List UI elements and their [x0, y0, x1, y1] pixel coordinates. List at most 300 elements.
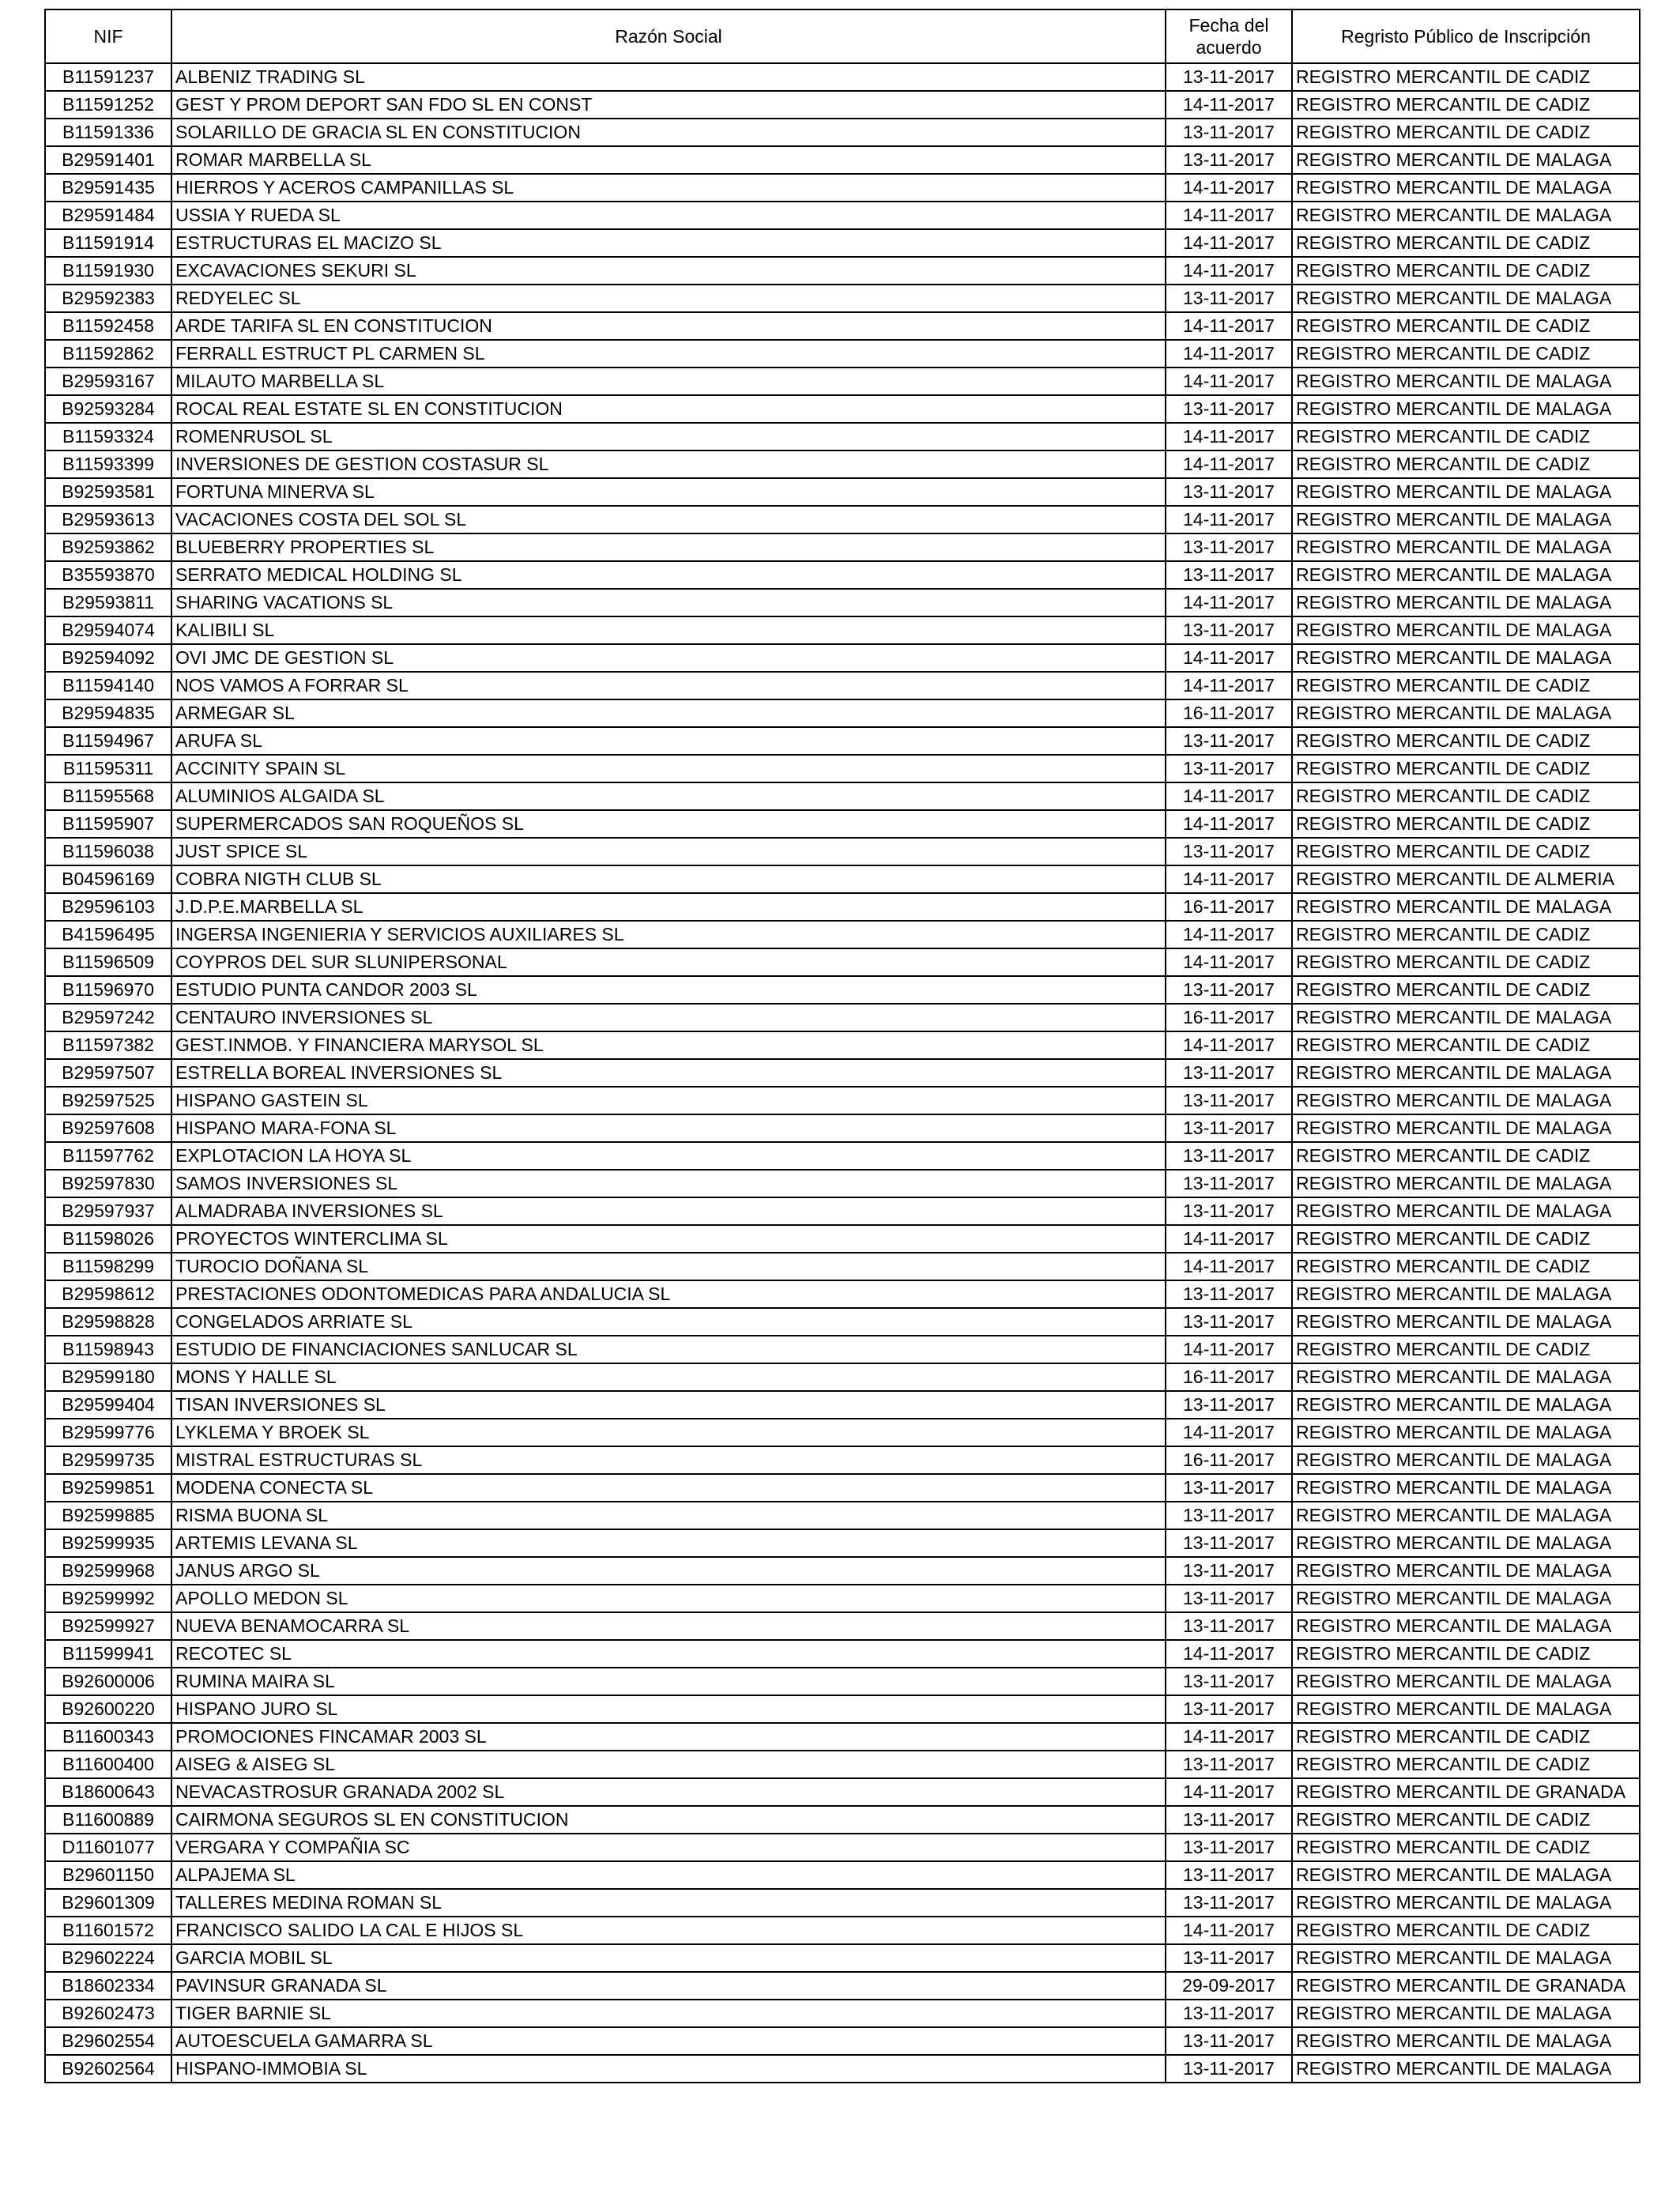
- cell-registro: REGISTRO MERCANTIL DE CADIZ: [1292, 976, 1640, 1004]
- table-row: [45, 1889, 1640, 1917]
- table-row: [45, 616, 1640, 644]
- cell-registro: REGISTRO MERCANTIL DE GRANADA: [1292, 1972, 1640, 2000]
- cell-nif: B04596169: [45, 865, 171, 893]
- cell-registro: REGISTRO MERCANTIL DE MALAGA: [1292, 1861, 1640, 1889]
- cell-registro: REGISTRO MERCANTIL DE CADIZ: [1292, 1253, 1640, 1280]
- table-row: [45, 285, 1640, 312]
- cell-registro: REGISTRO MERCANTIL DE MALAGA: [1292, 1419, 1640, 1446]
- cell-fecha: 14-11-2017: [1166, 506, 1292, 533]
- cell-razon-social: PAVINSUR GRANADA SL: [171, 1972, 1166, 2000]
- cell-nif: B29601309: [45, 1889, 171, 1917]
- cell-fecha: 16-11-2017: [1166, 699, 1292, 727]
- cell-razon-social: VACACIONES COSTA DEL SOL SL: [171, 506, 1166, 533]
- cell-registro: REGISTRO MERCANTIL DE CADIZ: [1292, 1142, 1640, 1170]
- cell-razon-social: ESTRUCTURAS EL MACIZO SL: [171, 229, 1166, 257]
- cell-registro: REGISTRO MERCANTIL DE CADIZ: [1292, 91, 1640, 119]
- table-row: [45, 423, 1640, 450]
- cell-registro: REGISTRO MERCANTIL DE CADIZ: [1292, 1031, 1640, 1059]
- cell-fecha: 14-11-2017: [1166, 672, 1292, 699]
- cell-fecha: 14-11-2017: [1166, 1917, 1292, 1944]
- table-row: [45, 1557, 1640, 1585]
- cell-nif: B11591914: [45, 229, 171, 257]
- cell-registro: REGISTRO MERCANTIL DE MALAGA: [1292, 1529, 1640, 1557]
- table-row: [45, 1612, 1640, 1640]
- cell-nif: B11593324: [45, 423, 171, 450]
- cell-razon-social: GEST.INMOB. Y FINANCIERA MARYSOL SL: [171, 1031, 1166, 1059]
- table-row: [45, 755, 1640, 782]
- cell-razon-social: AUTOESCUELA GAMARRA SL: [171, 2027, 1166, 2055]
- table-row: [45, 893, 1640, 921]
- cell-registro: REGISTRO MERCANTIL DE CADIZ: [1292, 119, 1640, 146]
- table-row: [45, 533, 1640, 561]
- cell-nif: B11592862: [45, 340, 171, 368]
- cell-registro: REGISTRO MERCANTIL DE CADIZ: [1292, 63, 1640, 91]
- cell-nif: B29591435: [45, 174, 171, 202]
- cell-fecha: 13-11-2017: [1166, 2000, 1292, 2027]
- cell-fecha: 16-11-2017: [1166, 1363, 1292, 1391]
- cell-fecha: 14-11-2017: [1166, 810, 1292, 838]
- cell-razon-social: TALLERES MEDINA ROMAN SL: [171, 1889, 1166, 1917]
- table-row: [45, 1806, 1640, 1834]
- cell-fecha: 14-11-2017: [1166, 589, 1292, 616]
- cell-registro: REGISTRO MERCANTIL DE MALAGA: [1292, 1391, 1640, 1419]
- cell-nif: B92597830: [45, 1170, 171, 1197]
- table-row: [45, 948, 1640, 976]
- cell-registro: REGISTRO MERCANTIL DE CADIZ: [1292, 672, 1640, 699]
- table-row: [45, 1695, 1640, 1723]
- cell-nif: B92602564: [45, 2055, 171, 2083]
- cell-fecha: 13-11-2017: [1166, 727, 1292, 755]
- cell-fecha: 14-11-2017: [1166, 1336, 1292, 1363]
- cell-fecha: 13-11-2017: [1166, 1529, 1292, 1557]
- cell-registro: REGISTRO MERCANTIL DE MALAGA: [1292, 893, 1640, 921]
- cell-fecha: 13-11-2017: [1166, 1861, 1292, 1889]
- table-row: [45, 1059, 1640, 1087]
- cell-nif: B29599776: [45, 1419, 171, 1446]
- cell-nif: B92599992: [45, 1585, 171, 1612]
- cell-registro: REGISTRO MERCANTIL DE MALAGA: [1292, 368, 1640, 395]
- cell-nif: B29602554: [45, 2027, 171, 2055]
- cell-razon-social: ALUMINIOS ALGAIDA SL: [171, 782, 1166, 810]
- cell-fecha: 13-11-2017: [1166, 1280, 1292, 1308]
- cell-razon-social: ALPAJEMA SL: [171, 1861, 1166, 1889]
- cell-registro: REGISTRO MERCANTIL DE MALAGA: [1292, 1087, 1640, 1114]
- cell-razon-social: ROCAL REAL ESTATE SL EN CONSTITUCION: [171, 395, 1166, 423]
- cell-nif: B11600400: [45, 1751, 171, 1778]
- cell-nif: B92593862: [45, 533, 171, 561]
- cell-registro: REGISTRO MERCANTIL DE MALAGA: [1292, 1446, 1640, 1474]
- cell-fecha: 14-11-2017: [1166, 202, 1292, 229]
- cell-nif: B35593870: [45, 561, 171, 589]
- cell-fecha: 14-11-2017: [1166, 1031, 1292, 1059]
- cell-fecha: 13-11-2017: [1166, 1612, 1292, 1640]
- cell-razon-social: COYPROS DEL SUR SLUNIPERSONAL: [171, 948, 1166, 976]
- cell-registro: REGISTRO MERCANTIL DE MALAGA: [1292, 561, 1640, 589]
- table-row: [45, 1668, 1640, 1695]
- cell-registro: REGISTRO MERCANTIL DE MALAGA: [1292, 644, 1640, 672]
- cell-registro: REGISTRO MERCANTIL DE CADIZ: [1292, 782, 1640, 810]
- cell-razon-social: CAIRMONA SEGUROS SL EN CONSTITUCION: [171, 1806, 1166, 1834]
- cell-nif: B29599180: [45, 1363, 171, 1391]
- table-row: [45, 1502, 1640, 1529]
- cell-razon-social: SAMOS INVERSIONES SL: [171, 1170, 1166, 1197]
- cell-razon-social: INGERSA INGENIERIA Y SERVICIOS AUXILIARES SL: [171, 921, 1166, 948]
- cell-registro: REGISTRO MERCANTIL DE CADIZ: [1292, 340, 1640, 368]
- cell-razon-social: OVI JMC DE GESTION SL: [171, 644, 1166, 672]
- cell-nif: B92599885: [45, 1502, 171, 1529]
- cell-razon-social: RECOTEC SL: [171, 1640, 1166, 1668]
- table-row: [45, 1834, 1640, 1861]
- table-row: [45, 478, 1640, 506]
- cell-registro: REGISTRO MERCANTIL DE MALAGA: [1292, 1557, 1640, 1585]
- header-registro: Regristo Público de Inscripción: [1292, 9, 1640, 63]
- cell-registro: REGISTRO MERCANTIL DE MALAGA: [1292, 2055, 1640, 2083]
- cell-nif: B29599735: [45, 1446, 171, 1474]
- cell-fecha: 13-11-2017: [1166, 395, 1292, 423]
- table-row: [45, 1391, 1640, 1419]
- cell-nif: B11600889: [45, 1806, 171, 1834]
- cell-nif: B29597937: [45, 1197, 171, 1225]
- cell-fecha: 13-11-2017: [1166, 755, 1292, 782]
- table-row: [45, 1585, 1640, 1612]
- cell-nif: B11598299: [45, 1253, 171, 1280]
- cell-nif: B11591930: [45, 257, 171, 285]
- cell-nif: B11596509: [45, 948, 171, 976]
- cell-fecha: 13-11-2017: [1166, 1197, 1292, 1225]
- cell-razon-social: FERRALL ESTRUCT PL CARMEN SL: [171, 340, 1166, 368]
- header-nif: NIF: [45, 9, 171, 63]
- cell-nif: B11599941: [45, 1640, 171, 1668]
- table-row: [45, 1723, 1640, 1751]
- cell-nif: B11596970: [45, 976, 171, 1004]
- cell-nif: B92597608: [45, 1114, 171, 1142]
- cell-razon-social: TUROCIO DOÑANA SL: [171, 1253, 1166, 1280]
- cell-fecha: 14-11-2017: [1166, 865, 1292, 893]
- cell-fecha: 16-11-2017: [1166, 1446, 1292, 1474]
- cell-registro: REGISTRO MERCANTIL DE MALAGA: [1292, 174, 1640, 202]
- cell-razon-social: ARUFA SL: [171, 727, 1166, 755]
- cell-nif: B29592383: [45, 285, 171, 312]
- cell-nif: B92594092: [45, 644, 171, 672]
- cell-registro: REGISTRO MERCANTIL DE MALAGA: [1292, 1170, 1640, 1197]
- cell-nif: B11591252: [45, 91, 171, 119]
- cell-nif: B29593167: [45, 368, 171, 395]
- cell-fecha: 13-11-2017: [1166, 1557, 1292, 1585]
- cell-razon-social: INVERSIONES DE GESTION COSTASUR SL: [171, 450, 1166, 478]
- cell-razon-social: MISTRAL ESTRUCTURAS SL: [171, 1446, 1166, 1474]
- cell-registro: REGISTRO MERCANTIL DE CADIZ: [1292, 727, 1640, 755]
- cell-fecha: 14-11-2017: [1166, 450, 1292, 478]
- table-row: [45, 1336, 1640, 1363]
- cell-registro: REGISTRO MERCANTIL DE ALMERIA: [1292, 865, 1640, 893]
- cell-fecha: 14-11-2017: [1166, 921, 1292, 948]
- table-row: [45, 1640, 1640, 1668]
- table-row: [45, 91, 1640, 119]
- cell-registro: REGISTRO MERCANTIL DE MALAGA: [1292, 1612, 1640, 1640]
- cell-fecha: 14-11-2017: [1166, 948, 1292, 976]
- cell-fecha: 14-11-2017: [1166, 644, 1292, 672]
- table-row: [45, 865, 1640, 893]
- cell-razon-social: HISPANO MARA-FONA SL: [171, 1114, 1166, 1142]
- cell-razon-social: TIGER BARNIE SL: [171, 2000, 1166, 2027]
- cell-razon-social: FRANCISCO SALIDO LA CAL E HIJOS SL: [171, 1917, 1166, 1944]
- cell-fecha: 13-11-2017: [1166, 1668, 1292, 1695]
- table-row: [45, 727, 1640, 755]
- cell-fecha: 14-11-2017: [1166, 1419, 1292, 1446]
- table-row: [45, 1170, 1640, 1197]
- cell-registro: REGISTRO MERCANTIL DE CADIZ: [1292, 1834, 1640, 1861]
- table-row: [45, 644, 1640, 672]
- cell-razon-social: PRESTACIONES ODONTOMEDICAS PARA ANDALUCIA SL: [171, 1280, 1166, 1308]
- cell-nif: B92593284: [45, 395, 171, 423]
- cell-nif: B11597382: [45, 1031, 171, 1059]
- table-row: [45, 699, 1640, 727]
- cell-nif: B92599927: [45, 1612, 171, 1640]
- cell-fecha: 13-11-2017: [1166, 1087, 1292, 1114]
- cell-fecha: 13-11-2017: [1166, 976, 1292, 1004]
- cell-registro: REGISTRO MERCANTIL DE MALAGA: [1292, 1197, 1640, 1225]
- cell-fecha: 13-11-2017: [1166, 533, 1292, 561]
- cell-registro: REGISTRO MERCANTIL DE MALAGA: [1292, 1695, 1640, 1723]
- cell-registro: REGISTRO MERCANTIL DE MALAGA: [1292, 2000, 1640, 2027]
- cell-nif: B92600006: [45, 1668, 171, 1695]
- cell-razon-social: LYKLEMA Y BROEK SL: [171, 1419, 1166, 1446]
- cell-nif: B29598828: [45, 1308, 171, 1336]
- cell-razon-social: J.D.P.E.MARBELLA SL: [171, 893, 1166, 921]
- cell-nif: B92599935: [45, 1529, 171, 1557]
- cell-razon-social: CONGELADOS ARRIATE SL: [171, 1308, 1166, 1336]
- cell-registro: REGISTRO MERCANTIL DE MALAGA: [1292, 506, 1640, 533]
- cell-nif: B11596038: [45, 838, 171, 865]
- cell-razon-social: ALBENIZ TRADING SL: [171, 63, 1166, 91]
- cell-fecha: 14-11-2017: [1166, 368, 1292, 395]
- table-row: [45, 1917, 1640, 1944]
- cell-razon-social: ESTRELLA BOREAL INVERSIONES SL: [171, 1059, 1166, 1087]
- cell-registro: REGISTRO MERCANTIL DE MALAGA: [1292, 1114, 1640, 1142]
- table-row: [45, 1861, 1640, 1889]
- cell-razon-social: HISPANO JURO SL: [171, 1695, 1166, 1723]
- cell-razon-social: ESTUDIO PUNTA CANDOR 2003 SL: [171, 976, 1166, 1004]
- cell-razon-social: CENTAURO INVERSIONES SL: [171, 1004, 1166, 1031]
- table-row: [45, 368, 1640, 395]
- cell-fecha: 14-11-2017: [1166, 1640, 1292, 1668]
- table-row: [45, 202, 1640, 229]
- cell-fecha: 13-11-2017: [1166, 1695, 1292, 1723]
- cell-nif: B29596103: [45, 893, 171, 921]
- cell-razon-social: VERGARA Y COMPAÑIA SC: [171, 1834, 1166, 1861]
- cell-fecha: 14-11-2017: [1166, 312, 1292, 340]
- cell-fecha: 13-11-2017: [1166, 561, 1292, 589]
- cell-registro: REGISTRO MERCANTIL DE MALAGA: [1292, 1502, 1640, 1529]
- cell-razon-social: KALIBILI SL: [171, 616, 1166, 644]
- cell-razon-social: MILAUTO MARBELLA SL: [171, 368, 1166, 395]
- cell-nif: B11595907: [45, 810, 171, 838]
- table-row: [45, 1972, 1640, 2000]
- cell-nif: B11597762: [45, 1142, 171, 1170]
- cell-fecha: 14-11-2017: [1166, 1225, 1292, 1253]
- cell-registro: REGISTRO MERCANTIL DE MALAGA: [1292, 616, 1640, 644]
- table-row: [45, 1197, 1640, 1225]
- cell-razon-social: FORTUNA MINERVA SL: [171, 478, 1166, 506]
- cell-nif: B92593581: [45, 478, 171, 506]
- cell-razon-social: MONS Y HALLE SL: [171, 1363, 1166, 1391]
- cell-fecha: 16-11-2017: [1166, 1004, 1292, 1031]
- cell-nif: B29594074: [45, 616, 171, 644]
- cell-nif: B29591484: [45, 202, 171, 229]
- cell-razon-social: TISAN INVERSIONES SL: [171, 1391, 1166, 1419]
- cell-fecha: 13-11-2017: [1166, 146, 1292, 174]
- cell-nif: B18602334: [45, 1972, 171, 2000]
- registry-table: [44, 9, 1640, 2083]
- cell-fecha: 14-11-2017: [1166, 1723, 1292, 1751]
- table-row: [45, 312, 1640, 340]
- cell-registro: REGISTRO MERCANTIL DE CADIZ: [1292, 312, 1640, 340]
- table-row: [45, 1751, 1640, 1778]
- cell-registro: REGISTRO MERCANTIL DE CADIZ: [1292, 450, 1640, 478]
- cell-registro: REGISTRO MERCANTIL DE MALAGA: [1292, 1308, 1640, 1336]
- table-row: [45, 146, 1640, 174]
- cell-razon-social: SERRATO MEDICAL HOLDING SL: [171, 561, 1166, 589]
- cell-razon-social: ROMAR MARBELLA SL: [171, 146, 1166, 174]
- cell-razon-social: REDYELEC SL: [171, 285, 1166, 312]
- table-row: [45, 1778, 1640, 1806]
- cell-razon-social: NOS VAMOS A FORRAR SL: [171, 672, 1166, 699]
- cell-registro: REGISTRO MERCANTIL DE MALAGA: [1292, 202, 1640, 229]
- cell-fecha: 13-11-2017: [1166, 119, 1292, 146]
- cell-nif: B29602224: [45, 1944, 171, 1972]
- cell-razon-social: NEVACASTROSUR GRANADA 2002 SL: [171, 1778, 1166, 1806]
- table-row: [45, 589, 1640, 616]
- cell-razon-social: ARDE TARIFA SL EN CONSTITUCION: [171, 312, 1166, 340]
- cell-registro: REGISTRO MERCANTIL DE CADIZ: [1292, 1336, 1640, 1363]
- cell-registro: REGISTRO MERCANTIL DE MALAGA: [1292, 1363, 1640, 1391]
- cell-registro: REGISTRO MERCANTIL DE MALAGA: [1292, 1585, 1640, 1612]
- table-row: [45, 810, 1640, 838]
- cell-fecha: 13-11-2017: [1166, 2027, 1292, 2055]
- table-row: [45, 2055, 1640, 2083]
- cell-fecha: 16-11-2017: [1166, 893, 1292, 921]
- header-razon-social: Razón Social: [171, 9, 1166, 63]
- cell-fecha: 14-11-2017: [1166, 423, 1292, 450]
- cell-fecha: 13-11-2017: [1166, 1889, 1292, 1917]
- cell-registro: REGISTRO MERCANTIL DE MALAGA: [1292, 2027, 1640, 2055]
- cell-registro: REGISTRO MERCANTIL DE MALAGA: [1292, 1944, 1640, 1972]
- cell-razon-social: RISMA BUONA SL: [171, 1502, 1166, 1529]
- cell-nif: B92599851: [45, 1474, 171, 1502]
- cell-nif: B11591237: [45, 63, 171, 91]
- header-row: [45, 9, 1640, 63]
- table-row: [45, 450, 1640, 478]
- cell-nif: B11595568: [45, 782, 171, 810]
- cell-registro: REGISTRO MERCANTIL DE CADIZ: [1292, 1917, 1640, 1944]
- cell-nif: B92597525: [45, 1087, 171, 1114]
- cell-registro: REGISTRO MERCANTIL DE MALAGA: [1292, 533, 1640, 561]
- cell-nif: D11601077: [45, 1834, 171, 1861]
- table-row: [45, 1446, 1640, 1474]
- cell-nif: B29601150: [45, 1861, 171, 1889]
- cell-fecha: 13-11-2017: [1166, 1059, 1292, 1087]
- table-row: [45, 1253, 1640, 1280]
- cell-razon-social: SOLARILLO DE GRACIA SL EN CONSTITUCION: [171, 119, 1166, 146]
- table-row: [45, 395, 1640, 423]
- table-row: [45, 257, 1640, 285]
- cell-registro: REGISTRO MERCANTIL DE MALAGA: [1292, 1474, 1640, 1502]
- cell-razon-social: EXPLOTACION LA HOYA SL: [171, 1142, 1166, 1170]
- cell-razon-social: ALMADRABA INVERSIONES SL: [171, 1197, 1166, 1225]
- cell-razon-social: JUST SPICE SL: [171, 838, 1166, 865]
- table-row: [45, 838, 1640, 865]
- cell-nif: B11594967: [45, 727, 171, 755]
- cell-registro: REGISTRO MERCANTIL DE CADIZ: [1292, 1640, 1640, 1668]
- cell-fecha: 14-11-2017: [1166, 1253, 1292, 1280]
- table-row: [45, 1308, 1640, 1336]
- cell-razon-social: ROMENRUSOL SL: [171, 423, 1166, 450]
- cell-fecha: 29-09-2017: [1166, 1972, 1292, 2000]
- cell-nif: B29598612: [45, 1280, 171, 1308]
- cell-registro: REGISTRO MERCANTIL DE MALAGA: [1292, 699, 1640, 727]
- cell-razon-social: BLUEBERRY PROPERTIES SL: [171, 533, 1166, 561]
- cell-razon-social: JANUS ARGO SL: [171, 1557, 1166, 1585]
- cell-fecha: 13-11-2017: [1166, 1834, 1292, 1861]
- cell-fecha: 14-11-2017: [1166, 91, 1292, 119]
- cell-razon-social: APOLLO MEDON SL: [171, 1585, 1166, 1612]
- cell-fecha: 13-11-2017: [1166, 838, 1292, 865]
- cell-registro: REGISTRO MERCANTIL DE CADIZ: [1292, 921, 1640, 948]
- table-row: [45, 561, 1640, 589]
- cell-fecha: 13-11-2017: [1166, 1502, 1292, 1529]
- cell-fecha: 13-11-2017: [1166, 1474, 1292, 1502]
- cell-nif: B92602473: [45, 2000, 171, 2027]
- cell-registro: REGISTRO MERCANTIL DE GRANADA: [1292, 1778, 1640, 1806]
- table-row: [45, 921, 1640, 948]
- cell-fecha: 13-11-2017: [1166, 1391, 1292, 1419]
- cell-registro: REGISTRO MERCANTIL DE MALAGA: [1292, 1889, 1640, 1917]
- cell-registro: REGISTRO MERCANTIL DE MALAGA: [1292, 1280, 1640, 1308]
- cell-nif: B29599404: [45, 1391, 171, 1419]
- table-row: [45, 2000, 1640, 2027]
- cell-nif: B11593399: [45, 450, 171, 478]
- cell-nif: B11594140: [45, 672, 171, 699]
- cell-nif: B41596495: [45, 921, 171, 948]
- cell-fecha: 13-11-2017: [1166, 478, 1292, 506]
- table-row: [45, 672, 1640, 699]
- table-row: [45, 782, 1640, 810]
- cell-razon-social: SUPERMERCADOS SAN ROQUEÑOS SL: [171, 810, 1166, 838]
- cell-razon-social: GARCIA MOBIL SL: [171, 1944, 1166, 1972]
- cell-fecha: 13-11-2017: [1166, 616, 1292, 644]
- cell-fecha: 13-11-2017: [1166, 1308, 1292, 1336]
- table-row: [45, 1087, 1640, 1114]
- cell-razon-social: HISPANO-IMMOBIA SL: [171, 2055, 1166, 2083]
- cell-razon-social: ESTUDIO DE FINANCIACIONES SANLUCAR SL: [171, 1336, 1166, 1363]
- cell-razon-social: GEST Y PROM DEPORT SAN FDO SL EN CONST: [171, 91, 1166, 119]
- cell-registro: REGISTRO MERCANTIL DE MALAGA: [1292, 478, 1640, 506]
- cell-fecha: 13-11-2017: [1166, 2055, 1292, 2083]
- table-row: [45, 1225, 1640, 1253]
- cell-registro: REGISTRO MERCANTIL DE CADIZ: [1292, 948, 1640, 976]
- cell-razon-social: NUEVA BENAMOCARRA SL: [171, 1612, 1166, 1640]
- cell-registro: REGISTRO MERCANTIL DE MALAGA: [1292, 1004, 1640, 1031]
- cell-razon-social: RUMINA MAIRA SL: [171, 1668, 1166, 1695]
- cell-registro: REGISTRO MERCANTIL DE CADIZ: [1292, 1806, 1640, 1834]
- cell-razon-social: PROMOCIONES FINCAMAR 2003 SL: [171, 1723, 1166, 1751]
- cell-registro: REGISTRO MERCANTIL DE CADIZ: [1292, 229, 1640, 257]
- cell-razon-social: ACCINITY SPAIN SL: [171, 755, 1166, 782]
- table-row: [45, 506, 1640, 533]
- cell-registro: REGISTRO MERCANTIL DE CADIZ: [1292, 755, 1640, 782]
- cell-nif: B11600343: [45, 1723, 171, 1751]
- cell-fecha: 13-11-2017: [1166, 1170, 1292, 1197]
